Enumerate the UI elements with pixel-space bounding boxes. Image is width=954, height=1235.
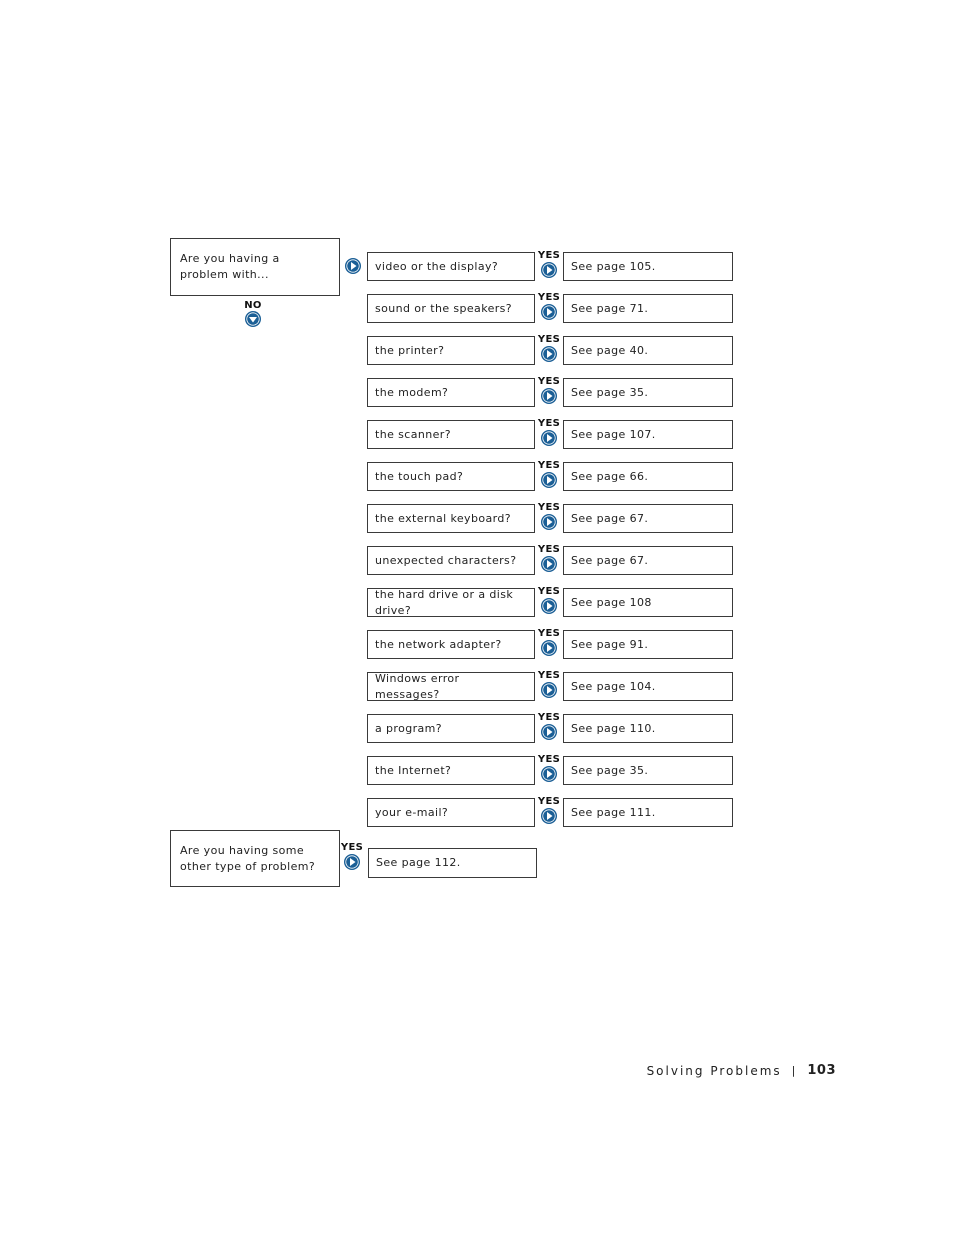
- yes-label: YES: [537, 754, 561, 765]
- question-box: [367, 798, 535, 827]
- question-text: the printer?: [375, 343, 445, 357]
- question-box: [367, 336, 535, 365]
- circle-right-arrow-icon: [541, 766, 557, 782]
- other-answer-text: See page 112.: [376, 856, 461, 869]
- answer-box: [563, 504, 733, 533]
- circle-right-arrow-icon: [541, 304, 557, 320]
- other-question-text: Are you having some other type of problem?: [180, 844, 316, 873]
- yes-label: YES: [537, 292, 561, 303]
- answer-text: See page 35.: [571, 763, 649, 777]
- question-box: [367, 756, 535, 785]
- answer-box: [563, 252, 733, 281]
- answer-box: [563, 714, 733, 743]
- yes-label: YES: [537, 712, 561, 723]
- question-text: the modem?: [375, 385, 449, 399]
- question-box: [367, 714, 535, 743]
- yes-label: YES: [537, 544, 561, 555]
- circle-right-arrow-icon: [541, 808, 557, 824]
- circle-right-arrow-icon: [541, 388, 557, 404]
- question-text: the touch pad?: [375, 469, 464, 483]
- yes-label: YES: [537, 628, 561, 639]
- circle-down-arrow-icon: [245, 311, 261, 327]
- answer-text: See page 108: [571, 595, 652, 609]
- answer-text: See page 91.: [571, 637, 649, 651]
- answer-box: [563, 798, 733, 827]
- question-text: the external keyboard?: [375, 511, 511, 525]
- answer-text: See page 110.: [571, 721, 656, 735]
- answer-text: See page 67.: [571, 553, 649, 567]
- question-text: sound or the speakers?: [375, 301, 513, 315]
- question-text: the hard drive or a disk drive?: [375, 587, 514, 617]
- question-text: Windows error messages?: [375, 671, 460, 701]
- answer-text: See page 107.: [571, 427, 656, 441]
- question-text: the network adapter?: [375, 637, 502, 651]
- start-question-box: [170, 238, 340, 296]
- yes-label: YES: [537, 250, 561, 261]
- question-box: [367, 294, 535, 323]
- page-footer: [647, 1063, 836, 1078]
- circle-right-arrow-icon: [541, 724, 557, 740]
- answer-text: See page 40.: [571, 343, 649, 357]
- question-box: [367, 378, 535, 407]
- other-question-box: [170, 830, 340, 887]
- answer-box: [563, 630, 733, 659]
- circle-right-arrow-icon: [345, 258, 361, 274]
- yes-label: YES: [537, 796, 561, 807]
- page-number: 103: [807, 1063, 836, 1078]
- circle-right-arrow-icon: [541, 430, 557, 446]
- answer-text: See page 104.: [571, 679, 656, 693]
- yes-label: YES: [537, 376, 561, 387]
- circle-right-arrow-icon: [344, 854, 360, 870]
- question-box: [367, 504, 535, 533]
- question-box: [367, 252, 535, 281]
- answer-box: [563, 756, 733, 785]
- yes-label: YES: [537, 418, 561, 429]
- circle-right-arrow-icon: [541, 514, 557, 530]
- other-answer-box: [368, 848, 537, 878]
- circle-right-arrow-icon: [541, 598, 557, 614]
- circle-right-arrow-icon: [541, 472, 557, 488]
- answer-box: [563, 420, 733, 449]
- no-label: NO: [244, 300, 262, 311]
- answer-box: [563, 462, 733, 491]
- answer-text: See page 67.: [571, 511, 649, 525]
- yes-label: YES: [537, 670, 561, 681]
- answer-text: See page 105.: [571, 259, 656, 273]
- circle-right-arrow-icon: [541, 346, 557, 362]
- footer-separator: |: [791, 1064, 796, 1077]
- answer-box: [563, 672, 733, 701]
- answer-box: [563, 588, 733, 617]
- yes-label: YES: [537, 334, 561, 345]
- answer-box: [563, 378, 733, 407]
- question-box: [367, 546, 535, 575]
- answer-text: See page 66.: [571, 469, 649, 483]
- question-box: [367, 588, 535, 617]
- question-text: the scanner?: [375, 427, 451, 441]
- question-text: a program?: [375, 721, 443, 735]
- question-text: unexpected characters?: [375, 553, 517, 567]
- yes-label: YES: [340, 842, 364, 853]
- circle-right-arrow-icon: [541, 640, 557, 656]
- question-text: video or the display?: [375, 259, 499, 273]
- answer-box: [563, 294, 733, 323]
- circle-right-arrow-icon: [541, 682, 557, 698]
- yes-label: YES: [537, 586, 561, 597]
- circle-right-arrow-icon: [541, 262, 557, 278]
- start-question-text: Are you having a problem with...: [180, 252, 280, 281]
- question-box: [367, 672, 535, 701]
- question-box: [367, 462, 535, 491]
- question-text: your e-mail?: [375, 805, 449, 819]
- answer-text: See page 35.: [571, 385, 649, 399]
- answer-text: See page 111.: [571, 805, 656, 819]
- answer-text: See page 71.: [571, 301, 649, 315]
- yes-label: YES: [537, 460, 561, 471]
- question-box: [367, 420, 535, 449]
- yes-label: YES: [537, 502, 561, 513]
- question-text: the Internet?: [375, 763, 452, 777]
- question-box: [367, 630, 535, 659]
- answer-box: [563, 546, 733, 575]
- section-title: Solving Problems: [646, 1063, 782, 1078]
- circle-right-arrow-icon: [541, 556, 557, 572]
- answer-box: [563, 336, 733, 365]
